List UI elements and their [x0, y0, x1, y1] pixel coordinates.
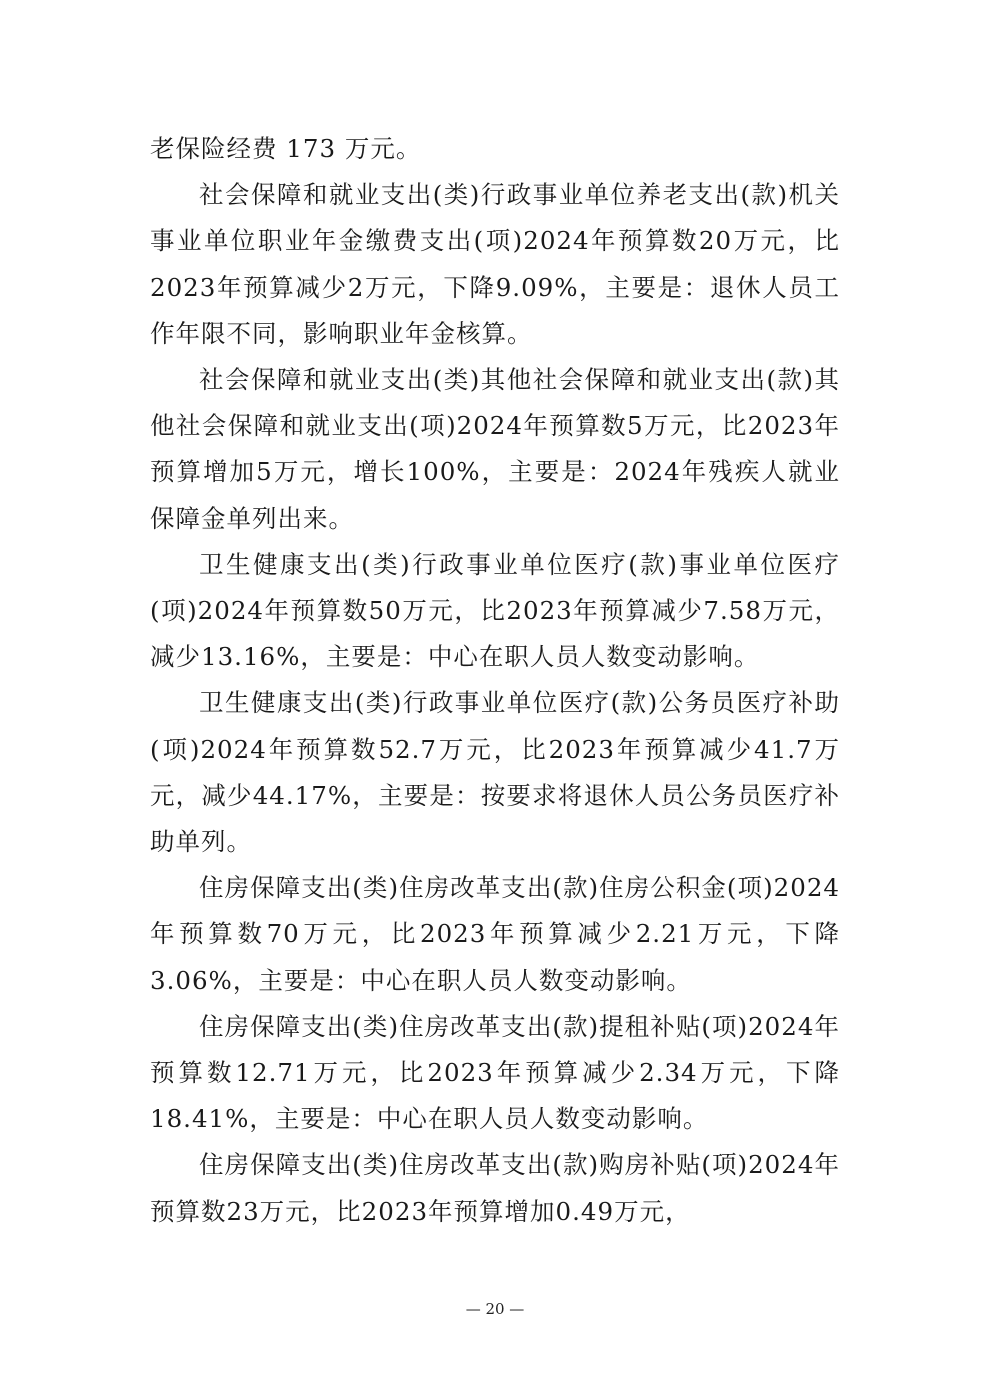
paragraph-continuation: 老保险经费 173 万元。	[150, 134, 422, 163]
paragraph-rent-subsidy: 住房保障支出(类)住房改革支出(款)提租补贴(项)2024年预算数12.71万元，比2023年预算减少2.34万元，下降18.41%，主要是：中心在职人员人数变动影响。	[150, 1011, 840, 1134]
paragraph-housing-purchase-subsidy: 住房保障支出(类)住房改革支出(款)购房补贴(项)2024年预算数23万元，比2023年预算增加0.49万元，	[150, 1150, 840, 1226]
paragraph-institution-medical: 卫生健康支出(类)行政事业单位医疗(款)事业单位医疗(项)2024年预算数50万元，比2023年预算减少7.58万元，减少13.16%，主要是：中心在职人员人数变动影响。	[150, 549, 840, 672]
paragraph-other-social-security: 社会保障和就业支出(类)其他社会保障和就业支出(款)其他社会保障和就业支出(项)2024年预算数5万元，比2023年预算增加5万元，增长100%，主要是：2024年残疾人就业保障金单列出来。	[150, 365, 840, 533]
paragraph-pension-annuity: 社会保障和就业支出(类)行政事业单位养老支出(款)机关事业单位职业年金缴费支出(项)2024年预算数20万元，比2023年预算减少2万元，下降9.09%，主要是：退休人员工作年限不同，影响职业年金核算。	[150, 180, 840, 348]
page-number: — 20 —	[465, 1300, 525, 1318]
document-body	[150, 126, 840, 1235]
paragraph-housing-fund: 住房保障支出(类)住房改革支出(款)住房公积金(项)2024年预算数70万元，比2023年预算减少2.21万元，下降3.06%，主要是：中心在职人员人数变动影响。	[150, 873, 840, 995]
paragraph-civil-servant-medical: 卫生健康支出(类)行政事业单位医疗(款)公务员医疗补助(项)2024年预算数52.7万元，比2023年预算减少41.7万元，减少44.17%，主要是：按要求将退休人员公务员医疗补助单列。	[150, 688, 840, 857]
